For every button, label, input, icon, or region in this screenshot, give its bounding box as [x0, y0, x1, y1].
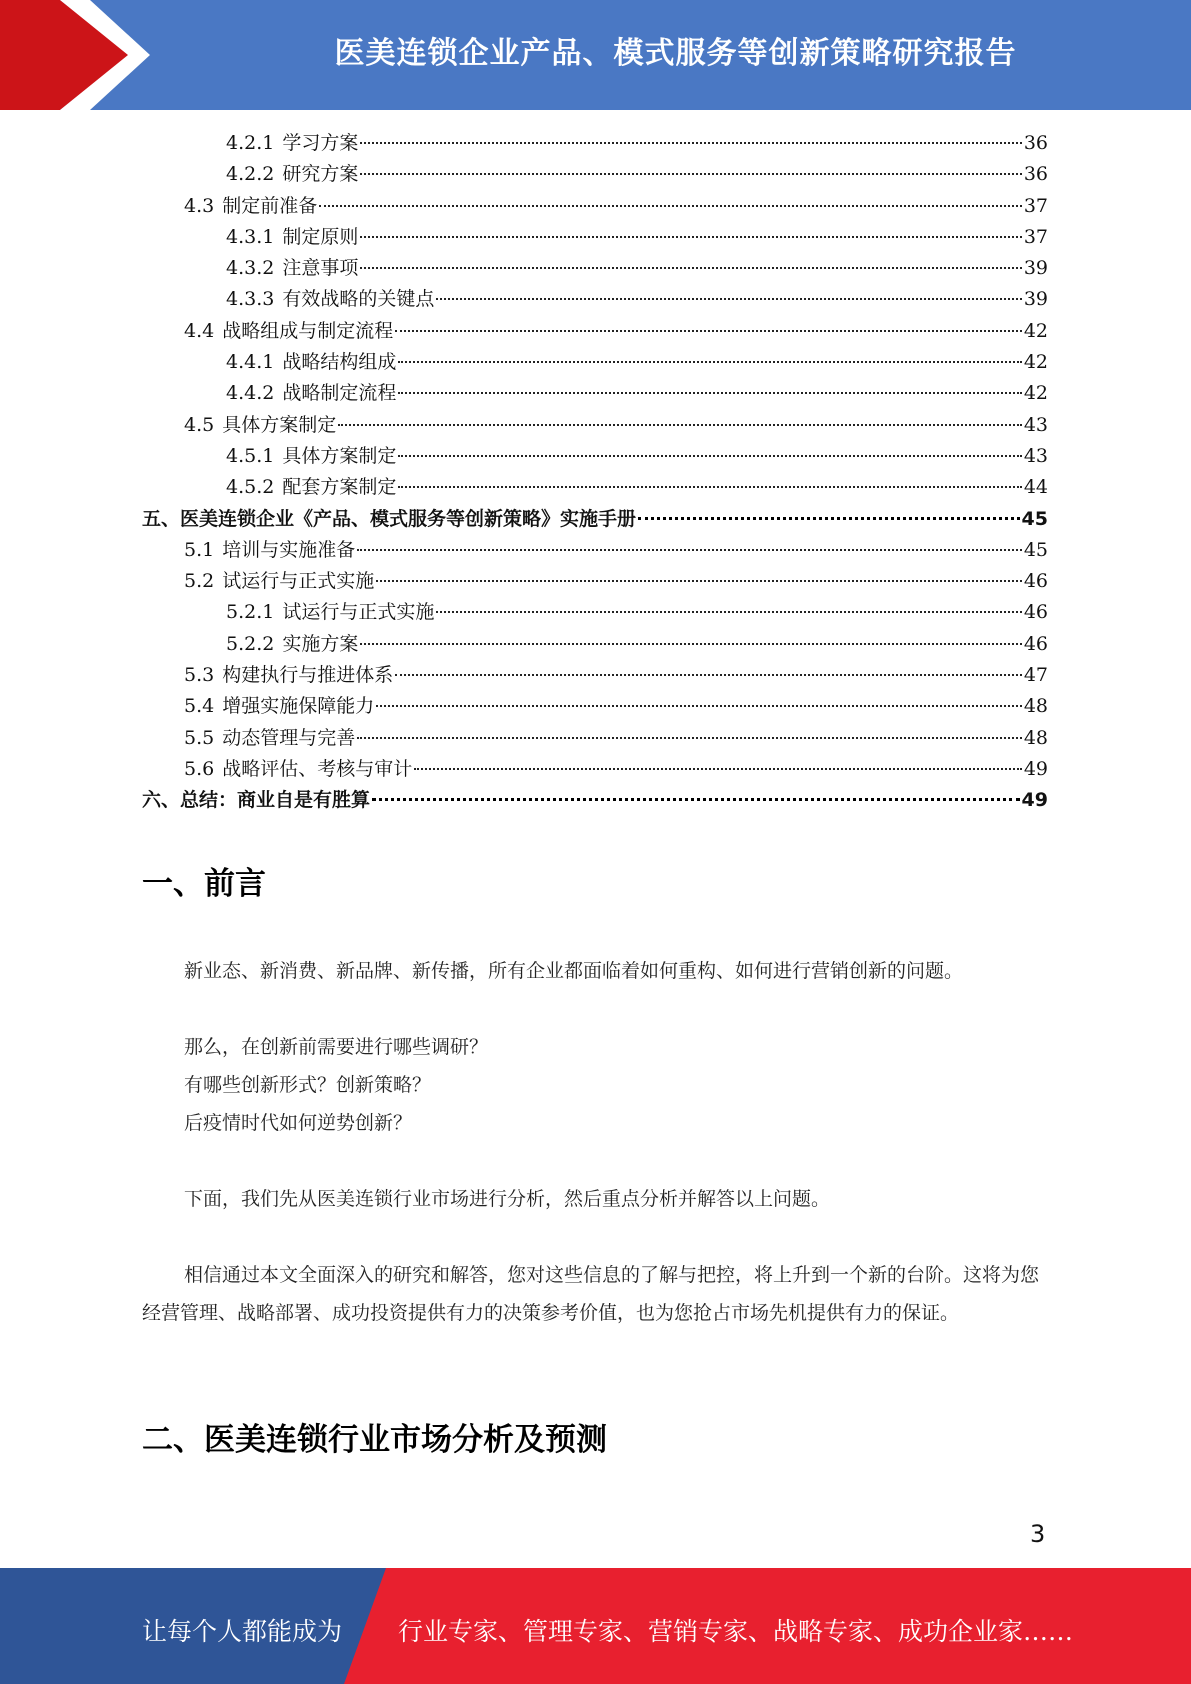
toc-entry[interactable] — [142, 159, 1048, 190]
section-heading-market-analysis: 二、医美连锁行业市场分析及预测 — [142, 1422, 607, 1458]
toc-entry[interactable] — [142, 535, 1048, 566]
toc-entry-number: 4.3.1 — [226, 225, 275, 248]
toc-dot-leader — [436, 611, 1021, 613]
section-heading-preface: 一、前言 — [142, 866, 266, 902]
paragraph: 下面，我们先从医美连锁行业市场进行分析，然后重点分析并解答以上问题。 — [184, 1188, 831, 1210]
question-line: 那么，在创新前需要进行哪些调研？ — [184, 1036, 489, 1058]
toc-dot-leader — [376, 705, 1022, 707]
toc-entry[interactable] — [142, 284, 1048, 315]
toc-entry-page: 49 — [1023, 757, 1048, 780]
toc-dot-leader — [398, 486, 1021, 488]
toc-entry-title: 战略组成与制定流程 — [222, 319, 394, 342]
toc-entry-title: 具体方案制定 — [282, 444, 397, 467]
toc-entry-title: 动态管理与完善 — [222, 726, 356, 749]
toc-entry[interactable] — [142, 253, 1048, 284]
toc-entry-title: 配套方案制定 — [282, 476, 397, 499]
toc-entry-title: 有效战略的关键点 — [282, 288, 435, 311]
toc-dot-leader — [436, 298, 1021, 300]
toc-entry-title: 增强实施保障能力 — [222, 695, 375, 718]
toc-entry-page: 36 — [1023, 163, 1048, 186]
toc-entry-title: 五、医美连锁企业《产品、模式服务等创新策略》实施手册 — [142, 507, 637, 530]
toc-entry[interactable] — [142, 191, 1048, 222]
page-header — [0, 0, 1191, 110]
paragraph: 相信通过本文全面深入的研究和解答，您对这些信息的了解与把控，将上升到一个新的台阶。这将为您经营管理、战略部署、成功投资提供有力的决策参考价值，也为您抢占市场先机提供有力的保证。 — [142, 1264, 1040, 1324]
toc-entry-page: 37 — [1023, 225, 1048, 248]
toc-entry-number: 5.6 — [184, 757, 215, 780]
toc-entry-number: 4.3.3 — [226, 288, 275, 311]
toc-entry-number: 5.2 — [184, 570, 215, 593]
toc-dot-leader — [372, 798, 1020, 801]
toc-entry-title: 具体方案制定 — [222, 413, 337, 436]
toc-entry-number: 4.3.2 — [226, 257, 275, 280]
toc-entry-number: 5.1 — [184, 538, 215, 561]
toc-entry-title: 试运行与正式实施 — [222, 570, 375, 593]
toc-entry-title: 制定原则 — [282, 225, 359, 248]
toc-entry-title: 培训与实施准备 — [222, 538, 356, 561]
toc-entry[interactable] — [142, 472, 1048, 503]
toc-entry-number: 4.4.1 — [226, 351, 275, 374]
toc-entry-title: 实施方案 — [282, 632, 359, 655]
toc-dot-leader — [395, 674, 1022, 676]
toc-entry-title: 注意事项 — [282, 257, 359, 280]
toc-dot-leader — [395, 330, 1022, 332]
toc-entry-number: 4.4.2 — [226, 382, 275, 405]
toc-entry[interactable] — [142, 128, 1048, 159]
report-title: 医美连锁企业产品、模式服务等创新策略研究报告 — [334, 36, 1017, 71]
toc-dot-leader — [398, 361, 1021, 363]
toc-entry[interactable] — [142, 597, 1048, 628]
toc-entry-number: 4.2.1 — [226, 132, 275, 154]
toc-entry[interactable] — [142, 378, 1048, 409]
toc-dot-leader — [376, 580, 1022, 582]
toc-entry-page: 46 — [1023, 632, 1048, 655]
toc-entry[interactable] — [142, 691, 1048, 722]
toc-entry-page: 44 — [1023, 476, 1048, 499]
toc-dot-leader — [398, 455, 1021, 457]
toc-entry[interactable] — [142, 566, 1048, 597]
toc-entry-number: 4.2.2 — [226, 163, 275, 186]
toc-entry-page: 45 — [1023, 538, 1048, 561]
toc-dot-leader — [360, 173, 1021, 175]
toc-dot-leader — [338, 424, 1022, 426]
toc-dot-leader — [398, 392, 1021, 394]
footer-slogan-right: 行业专家、管理专家、营销专家、战略专家、成功企业家…… — [398, 1617, 1074, 1646]
toc-entry-number: 5.2.1 — [226, 601, 275, 624]
toc-dot-leader — [357, 737, 1022, 739]
question-line: 后疫情时代如何逆势创新？ — [184, 1112, 413, 1134]
toc-entry[interactable] — [142, 410, 1048, 441]
toc-dot-leader — [638, 517, 1020, 520]
toc-entry[interactable] — [142, 504, 1048, 535]
toc-entry[interactable] — [142, 441, 1048, 472]
toc-entry-title: 学习方案 — [282, 132, 359, 154]
toc-entry[interactable] — [142, 723, 1048, 754]
toc-entry-page: 43 — [1023, 444, 1048, 467]
page-number: 3 — [1030, 1520, 1046, 1548]
toc-entry[interactable] — [142, 222, 1048, 253]
toc-dot-leader — [360, 267, 1021, 269]
toc-entry-title: 研究方案 — [282, 163, 359, 186]
toc-entry-title: 制定前准备 — [222, 194, 318, 217]
toc-entry-page: 42 — [1023, 319, 1048, 342]
toc-entry[interactable] — [142, 629, 1048, 660]
toc-entry-page: 39 — [1023, 257, 1048, 280]
question-line: 有哪些创新形式？创新策略？ — [184, 1074, 432, 1096]
toc-entry-page: 43 — [1023, 413, 1048, 436]
toc-entry[interactable] — [142, 660, 1048, 691]
paragraph: 新业态、新消费、新品牌、新传播，所有企业都面临着如何重构、如何进行营销创新的问题。 — [184, 960, 964, 982]
toc-entry-title: 六、总结：商业自是有胜算 — [142, 789, 371, 812]
toc-entry-page: 48 — [1023, 695, 1048, 718]
toc-entry-number: 5.3 — [184, 664, 215, 687]
toc-entry-page: 49 — [1021, 789, 1048, 812]
toc-dot-leader — [360, 142, 1021, 144]
toc-entry-number: 4.5 — [184, 413, 215, 436]
toc-dot-leader — [414, 768, 1022, 770]
toc-dot-leader — [360, 643, 1021, 645]
toc-entry-page: 37 — [1023, 194, 1048, 217]
toc-entry-number: 4.5.1 — [226, 444, 275, 467]
toc-entry-number: 5.2.2 — [226, 632, 275, 655]
toc-dot-leader — [319, 205, 1022, 207]
table-of-contents — [142, 128, 1048, 817]
toc-entry-number: 4.4 — [184, 319, 215, 342]
page-footer — [0, 1568, 1191, 1684]
toc-entry-title: 战略制定流程 — [282, 382, 397, 405]
toc-entry-number: 5.5 — [184, 726, 215, 749]
toc-entry-page: 46 — [1023, 601, 1048, 624]
toc-entry-title: 试运行与正式实施 — [282, 601, 435, 624]
toc-entry[interactable] — [142, 754, 1048, 785]
toc-dot-leader — [360, 236, 1021, 238]
toc-entry[interactable] — [142, 316, 1048, 347]
toc-entry-page: 45 — [1021, 507, 1048, 530]
toc-entry-page: 36 — [1023, 132, 1048, 154]
toc-entry-page: 48 — [1023, 726, 1048, 749]
toc-entry-page: 39 — [1023, 288, 1048, 311]
toc-entry[interactable] — [142, 785, 1048, 816]
toc-entry-title: 战略结构组成 — [282, 351, 397, 374]
toc-entry-page: 42 — [1023, 351, 1048, 374]
toc-entry-page: 42 — [1023, 382, 1048, 405]
footer-slogan-left: 让每个人都能成为 — [142, 1617, 343, 1646]
toc-entry-title: 战略评估、考核与审计 — [222, 757, 413, 780]
toc-entry-title: 构建执行与推进体系 — [222, 664, 394, 687]
toc-entry[interactable] — [142, 347, 1048, 378]
toc-dot-leader — [357, 549, 1022, 551]
toc-entry-number: 5.4 — [184, 695, 215, 718]
toc-entry-number: 4.5.2 — [226, 476, 275, 499]
toc-entry-page: 46 — [1023, 570, 1048, 593]
toc-entry-number: 4.3 — [184, 194, 215, 217]
toc-entry-page: 47 — [1023, 664, 1048, 687]
